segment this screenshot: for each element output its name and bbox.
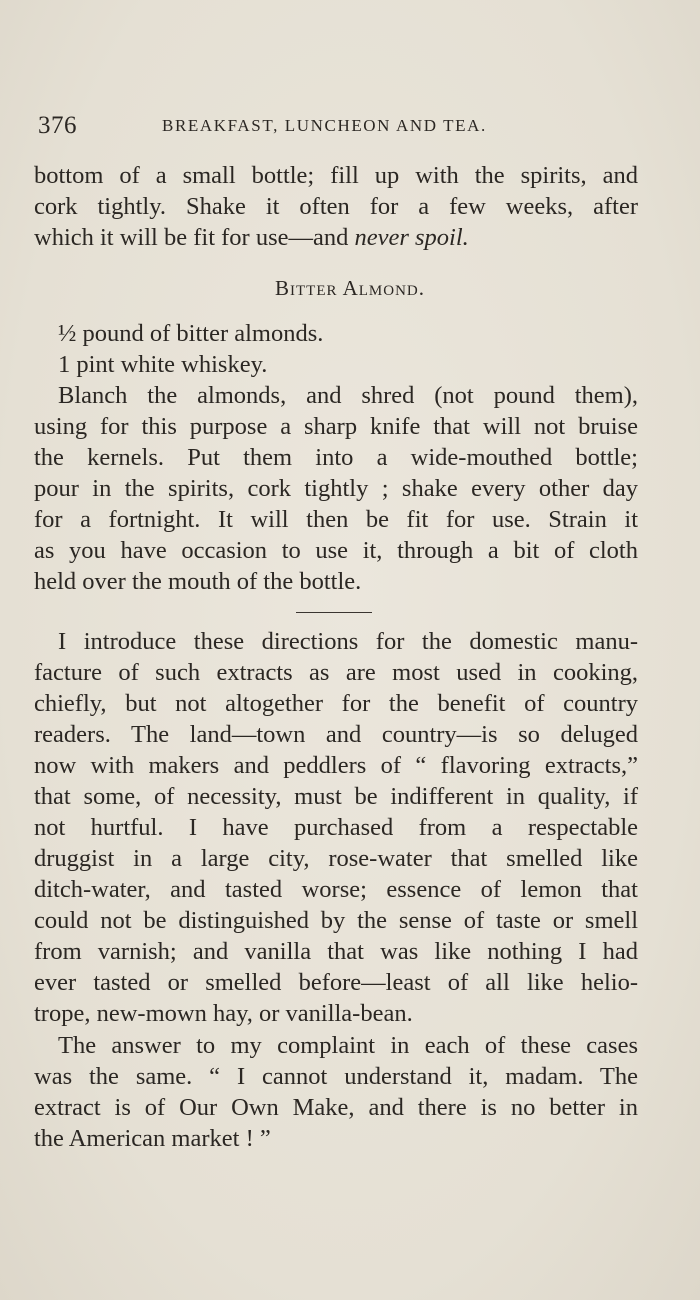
text-line: facture of such extracts as are most used in cooking,: [34, 659, 638, 686]
text-line: from varnish; and vanilla that was like nothing I had: [34, 938, 638, 965]
ingredient-list: [58, 318, 323, 380]
text-line: not hurtful. I have purchased from a respectable: [34, 814, 638, 841]
page-header: [38, 112, 638, 142]
text-line: held over the mouth of the bottle.: [34, 568, 362, 595]
italic-emphasis: never spoil.: [354, 224, 469, 251]
text-line: cork tightly. Shake it often for a few weeks, after: [34, 193, 638, 220]
text-line: ditch-water, and tasted worse; essence of lemon that: [34, 876, 638, 903]
text-line: readers. The land—town and country—is so deluged: [34, 721, 638, 748]
page-number: 376: [38, 112, 77, 139]
ingredient-item: ½ pound of bitter almonds.: [58, 320, 324, 347]
recipe-instructions: [34, 380, 638, 597]
text-line: as you have occasion to use it, through a bit of cloth: [34, 537, 638, 564]
text-line: the kernels. Put them into a wide-mouthed bottle;: [34, 444, 638, 471]
recipe-title: Bitter Almond.: [275, 276, 425, 300]
text-line: bottom of a small bottle; fill up with the spirits, and: [34, 162, 638, 189]
continued-paragraph: [34, 160, 638, 253]
text-line: that some, of necessity, must be indifferent in quality, if: [34, 783, 638, 810]
text-line: ever tasted or smelled before—least of all like helio-: [34, 969, 638, 996]
text-line: druggist in a large city, rose-water that smelled like: [34, 845, 638, 872]
running-head: BREAKFAST, LUNCHEON AND TEA.: [162, 116, 487, 135]
text-line: I introduce these directions for the domestic manu-: [58, 628, 638, 655]
essay-paragraph-1: [34, 626, 638, 1029]
text-line: [34, 222, 638, 253]
text-line: trope, new-mown hay, or vanilla-bean.: [34, 1000, 413, 1027]
text-line-start: which it will be fit for use—and: [34, 224, 355, 251]
text-line: for a fortnight. It will then be fit for use. Strain it: [34, 506, 638, 533]
text-line: pour in the spirits, cork tightly ; shake every other day: [34, 475, 638, 502]
text-line: using for this purpose a sharp knife that will not bruise: [34, 413, 638, 440]
text-line: now with makers and peddlers of “ flavoring extracts,”: [34, 752, 638, 779]
text-line: was the same. “ I cannot understand it, madam. The: [34, 1063, 638, 1090]
text-line: could not be distinguished by the sense of taste or smell: [34, 907, 638, 934]
essay-paragraph-2: [34, 1030, 638, 1154]
text-line: the American market ! ”: [34, 1125, 271, 1152]
text-line: chiefly, but not altogether for the benefit of country: [34, 690, 638, 717]
section-divider: [296, 612, 372, 613]
ingredient-item: 1 pint white whiskey.: [58, 351, 268, 378]
text-line: Blanch the almonds, and shred (not pound them),: [58, 382, 638, 409]
text-line: The answer to my complaint in each of these cases: [58, 1032, 638, 1059]
text-line: extract is of Our Own Make, and there is no better in: [34, 1094, 638, 1121]
